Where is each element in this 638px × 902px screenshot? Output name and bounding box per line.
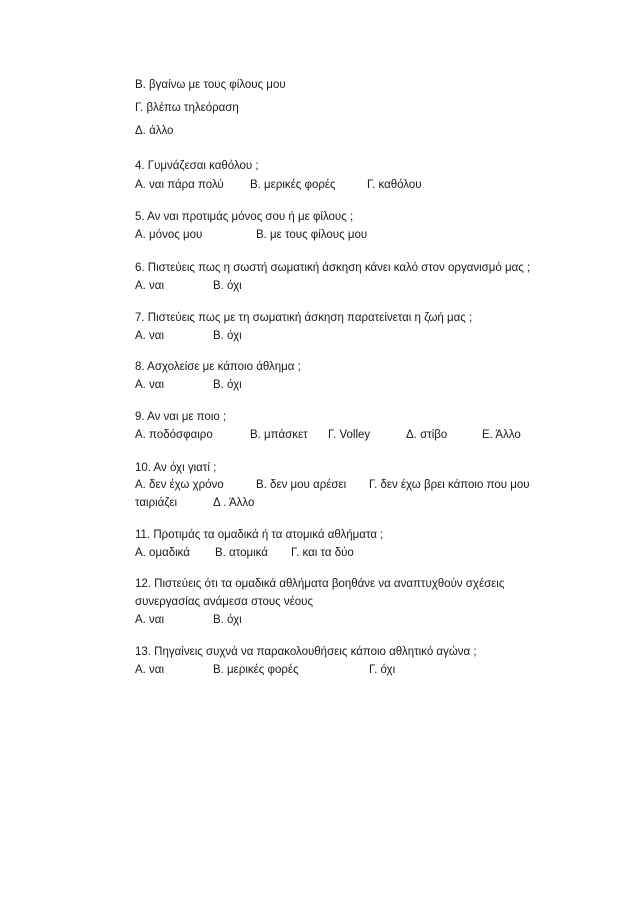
q9-option-a: Α. ποδόσφαιρο	[135, 429, 213, 441]
question-4: 4. Γυμνάζεσαι καθόλου ;	[135, 160, 259, 172]
q5-option-b: Β. με τους φίλους μου	[256, 229, 368, 241]
option-b-text: Β. βγαίνω με τους φίλους μου	[135, 79, 286, 91]
q9-option-c: Γ. Volley	[328, 429, 371, 441]
q6-option-b: Β. όχι	[213, 280, 242, 292]
question-12-line-1: 12. Πιστεύεις ότι τα ομαδικά αθλήματα βοηθάνε να αναπτυχθούν σχέσεις	[135, 578, 505, 590]
q9-option-d: Δ. στίβο	[406, 429, 448, 441]
q13-option-a: Α. ναι	[135, 664, 165, 676]
q9-option-b: Β. μπάσκετ	[250, 429, 308, 441]
option-d-text: Δ. άλλο	[135, 125, 174, 137]
q10-option-c-continuation: ταιριάζει	[135, 497, 178, 509]
question-7: 7. Πιστεύεις πως με τη σωματική άσκηση παρατείνεται η ζωή μας ;	[135, 312, 473, 324]
q6-option-a: Α. ναι	[135, 280, 165, 292]
q4-option-a: Α. ναι πάρα πολύ	[135, 179, 224, 191]
question-8: 8. Ασχολείσε με κάποιο άθλημα ;	[135, 361, 301, 373]
q10-option-b: Β. δεν μου αρέσει	[256, 479, 347, 491]
q12-option-b: Β. όχι	[213, 614, 242, 626]
q9-option-e: Ε. Άλλο	[482, 429, 521, 441]
question-5: 5. Αν ναι προτιμάς μόνος σου ή με φίλους ;	[135, 211, 354, 223]
question-11: 11. Προτιμάς τα ομαδικά ή τα ατομικά αθλήματα ;	[135, 529, 384, 541]
q5-option-a: Α. μόνος μου	[135, 229, 203, 241]
question-12-line-2: συνεργασίας ανάμεσα στους νέους	[135, 596, 313, 608]
question-9: 9. Αν ναι με ποιο ;	[135, 411, 227, 423]
question-6: 6. Πιστεύεις πως η σωστή σωματική άσκηση κάνει καλό στον οργανισμό μας ;	[135, 262, 531, 274]
q11-option-b: Β. ατομικά	[215, 547, 268, 559]
q8-option-b: Β. όχι	[213, 379, 242, 391]
q4-option-b: Β. μερικές φορές	[250, 179, 336, 191]
option-c-text: Γ. βλέπω τηλεόραση	[135, 102, 239, 114]
q13-option-c: Γ. όχι	[369, 664, 396, 676]
question-10: 10. Αν όχι γιατί ;	[135, 462, 217, 474]
q10-option-c: Γ. δεν έχω βρει κάποιο που μου	[369, 479, 530, 491]
q11-option-a: Α. ομαδικά	[135, 547, 190, 559]
q10-option-a: Α. δεν έχω χρόνο	[135, 479, 224, 491]
q10-option-d: Δ . Άλλο	[213, 497, 255, 509]
q7-option-b: Β. όχι	[213, 330, 242, 342]
q11-option-c: Γ. και τα δύο	[291, 547, 354, 559]
q12-option-a: Α. ναι	[135, 614, 165, 626]
q8-option-a: Α. ναι	[135, 379, 165, 391]
q7-option-a: Α. ναι	[135, 330, 165, 342]
q4-option-c: Γ. καθόλου	[367, 179, 422, 191]
q13-option-b: Β. μερικές φορές	[213, 664, 299, 676]
question-13: 13. Πηγαίνεις συχνά να παρακολουθήσεις κάποιο αθλητικό αγώνα ;	[135, 646, 477, 658]
